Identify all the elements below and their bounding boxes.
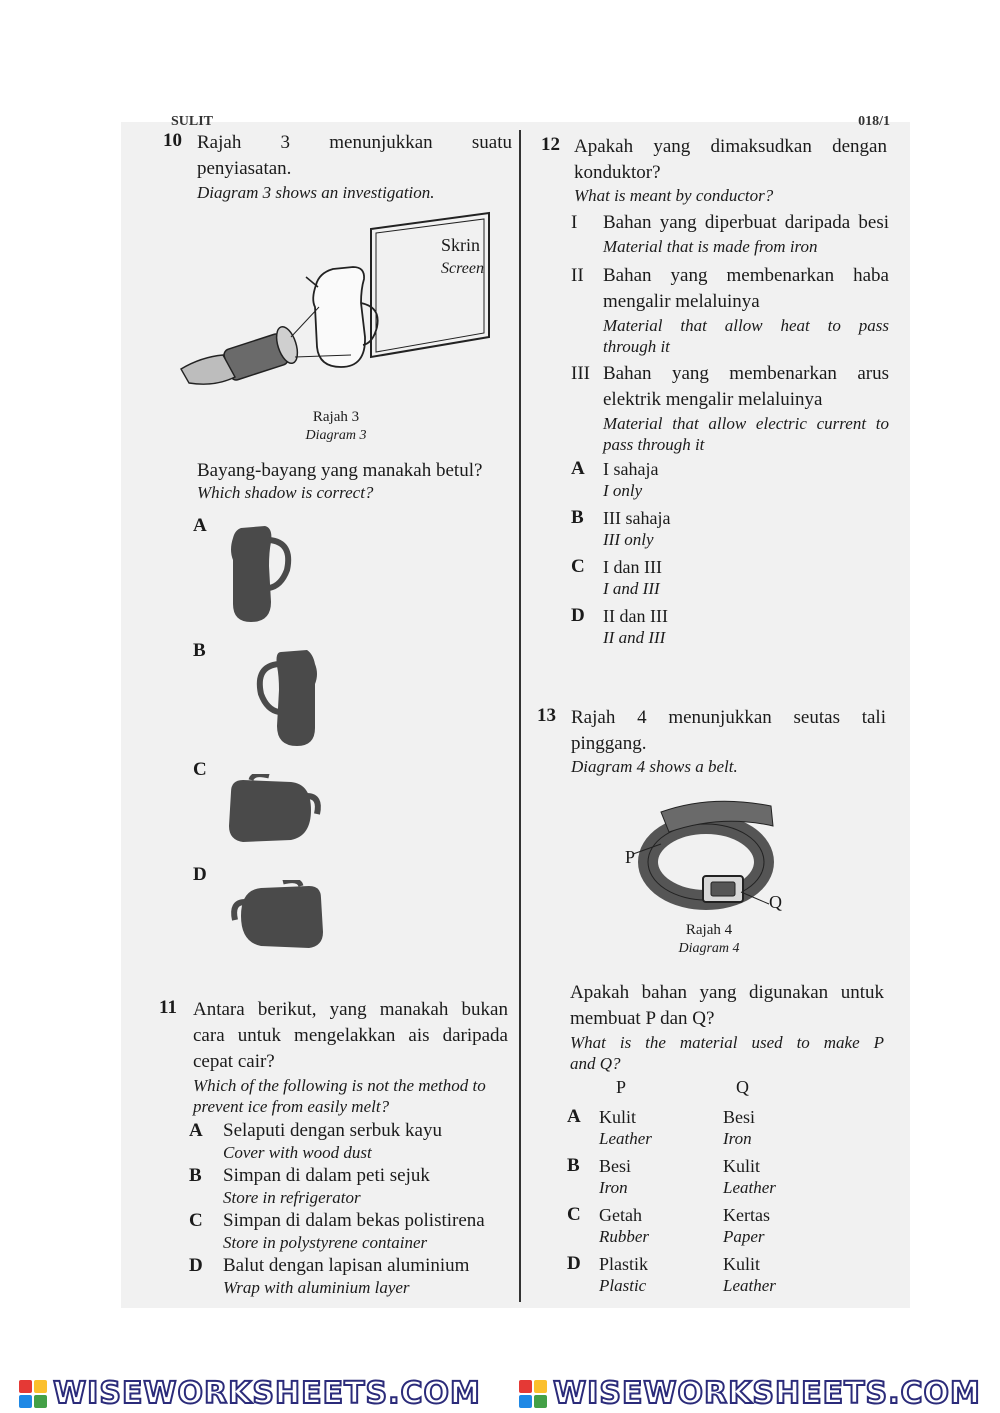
- option-text-ms: Simpan di dalam peti sejuk: [223, 1165, 430, 1186]
- option-p-ms: Besi: [599, 1156, 632, 1176]
- brand-name: WISEWORKSHEETS.COM: [53, 1376, 481, 1411]
- option-letter: C: [567, 1204, 581, 1225]
- option-a-label[interactable]: A: [193, 515, 207, 536]
- brand-logo-icon: [19, 1380, 47, 1408]
- option-letter: B: [571, 507, 584, 528]
- statement-text-ms-2: mengalir melaluinya: [603, 291, 760, 312]
- option-b-label[interactable]: B: [193, 640, 206, 661]
- option-text-en: Store in polystyrene container: [223, 1233, 428, 1252]
- option-b[interactable]: [567, 1155, 867, 1204]
- option-letter: D: [567, 1253, 581, 1274]
- shadow-option-c[interactable]: [221, 774, 331, 854]
- statement-text-ms-2: elektrik mengalir melaluinya: [603, 389, 823, 410]
- worksheet-page: [121, 114, 910, 1308]
- option-letter: B: [189, 1165, 202, 1186]
- option-q-ms: Kertas: [723, 1205, 770, 1225]
- question-13-ask-ms-2: membuat P dan Q?: [570, 1008, 715, 1029]
- statement-text-en-2: pass through it: [603, 435, 705, 454]
- column-header-q: Q: [736, 1077, 749, 1097]
- statement-numeral: I: [571, 212, 578, 233]
- option-text-en: III only: [603, 530, 654, 549]
- option-q-en: Iron: [723, 1129, 752, 1148]
- question-stem-en-1: Which of the following is not the method to: [193, 1076, 486, 1095]
- option-d[interactable]: [189, 1255, 509, 1300]
- question-number: 10: [163, 130, 182, 151]
- option-b[interactable]: [189, 1165, 509, 1210]
- option-b[interactable]: [571, 507, 771, 556]
- word: Rajah: [197, 132, 242, 153]
- option-a[interactable]: [567, 1106, 867, 1155]
- question-stem-ms-1: Rajah 4 menunjukkan seutas tali: [571, 707, 886, 728]
- brand-link[interactable]: [519, 1376, 981, 1411]
- question-stem-ms-2: pinggang.: [571, 733, 647, 754]
- option-letter: D: [189, 1255, 203, 1276]
- option-letter: A: [567, 1106, 581, 1127]
- option-text-ms: I sahaja: [603, 459, 659, 479]
- option-text-en: Wrap with aluminium layer: [223, 1278, 410, 1297]
- word: 3: [280, 132, 291, 153]
- statement-text-ms: Bahan yang membenarkan haba: [603, 265, 889, 286]
- question-stem-en-2: prevent ice from easily melt?: [193, 1097, 390, 1116]
- option-q-ms: Kulit: [723, 1254, 761, 1274]
- question-10-ask-ms: Bayang-bayang yang manakah betul?: [197, 460, 483, 481]
- question-number: 12: [541, 134, 560, 155]
- option-letter: C: [571, 556, 585, 577]
- option-text-ms: Simpan di dalam bekas polistirena: [223, 1210, 485, 1231]
- option-q-en: Leather: [723, 1178, 776, 1197]
- question-stem-ms-2: cara untuk mengelakkan ais daripada: [193, 1025, 508, 1046]
- question-stem-en: Diagram 4 shows a belt.: [571, 757, 738, 776]
- option-p-en: Plastic: [599, 1276, 647, 1295]
- screen-label-en: Screen: [441, 260, 484, 277]
- option-d[interactable]: [567, 1253, 867, 1302]
- column-divider: [519, 130, 521, 1302]
- option-a[interactable]: [571, 458, 771, 507]
- shadow-option-a[interactable]: [221, 520, 331, 630]
- word: menunjukkan: [329, 132, 433, 153]
- screen-label-ms: Skrin: [441, 235, 481, 255]
- belt-icon: [648, 801, 773, 902]
- page-header-left: SULIT: [171, 114, 214, 129]
- shadow-option-b[interactable]: [221, 644, 331, 754]
- page-header-right: 018/1: [858, 114, 890, 129]
- option-text-en: Store in refrigerator: [223, 1188, 361, 1207]
- option-p-ms: Plastik: [599, 1254, 649, 1274]
- brand-logo-icon: [519, 1380, 547, 1408]
- statement-text-en: Material that is made from iron: [603, 237, 818, 256]
- question-number: 11: [159, 997, 177, 1018]
- statement-text-en-2: through it: [603, 337, 670, 356]
- option-text-ms: Selaputi dengan serbuk kayu: [223, 1120, 442, 1141]
- option-p-en: Iron: [599, 1178, 628, 1197]
- jug-icon: [306, 267, 378, 367]
- option-p-en: Leather: [599, 1129, 652, 1148]
- diagram-3-caption-ms: Rajah 3: [312, 409, 360, 425]
- label-q: Q: [769, 892, 782, 912]
- option-text-ms: III sahaja: [603, 508, 671, 528]
- word: suatu: [471, 132, 512, 153]
- question-11-options: [189, 1120, 509, 1300]
- statement-numeral: II: [571, 265, 584, 286]
- statement-i: [571, 210, 891, 257]
- statement-text-en: Material that allow electric current to: [603, 414, 889, 433]
- statement-list: [571, 210, 891, 455]
- option-q-en: Leather: [723, 1276, 776, 1295]
- option-d-label[interactable]: D: [193, 864, 207, 885]
- option-text-ms: Balut dengan lapisan aluminium: [223, 1255, 470, 1276]
- statement-text-ms: Bahan yang membenarkan arus: [603, 363, 889, 384]
- option-q-ms: Kulit: [723, 1156, 761, 1176]
- option-q-ms: Besi: [723, 1107, 756, 1127]
- option-letter: A: [571, 458, 585, 479]
- option-text-en: I only: [603, 481, 643, 500]
- question-stem-ms-2: konduktor?: [574, 162, 661, 183]
- option-letter: B: [567, 1155, 580, 1176]
- diagram-4-caption-ms: Rajah 4: [685, 922, 733, 938]
- diagram-4-caption-en: Diagram 4: [678, 941, 740, 956]
- diagram-4-belt: [621, 792, 811, 912]
- option-c-label[interactable]: C: [193, 759, 207, 780]
- option-text-ms: II dan III: [603, 606, 668, 626]
- diagram-3-caption-en: Diagram 3: [305, 428, 367, 443]
- option-letter: C: [189, 1210, 203, 1231]
- question-10-ask-en: Which shadow is correct?: [197, 483, 374, 502]
- option-c[interactable]: [189, 1210, 509, 1255]
- question-stem-ms: [197, 130, 512, 156]
- statement-numeral: III: [571, 363, 590, 384]
- option-c[interactable]: [567, 1204, 867, 1253]
- statement-text-en: Material that allow heat to pass: [603, 316, 889, 335]
- question-stem-ms-1: Antara berikut, yang manakah bukan: [193, 999, 508, 1020]
- option-text-en: I and III: [603, 579, 660, 598]
- question-stem-ms-1: Apakah yang dimaksudkan dengan: [574, 136, 887, 157]
- brand-name: WISEWORKSHEETS.COM: [553, 1376, 981, 1411]
- question-stem-en: What is meant by conductor?: [574, 186, 774, 205]
- option-a[interactable]: [189, 1120, 509, 1165]
- question-13-ask-en-1: What is the material used to make P: [570, 1033, 884, 1052]
- brand-link[interactable]: [19, 1376, 481, 1411]
- label-p: P: [625, 847, 636, 867]
- option-letter: A: [189, 1120, 203, 1141]
- statement-ii: [571, 263, 891, 357]
- question-13-ask-ms-1: Apakah bahan yang digunakan untuk: [570, 982, 884, 1003]
- option-p-ms: Getah: [599, 1205, 642, 1225]
- option-d[interactable]: [571, 605, 771, 654]
- question-stem-ms-3: cepat cair?: [193, 1051, 275, 1072]
- option-p-ms: Kulit: [599, 1107, 637, 1127]
- question-stem-ms-2: penyiasatan.: [197, 158, 292, 179]
- option-p-en: Rubber: [599, 1227, 650, 1246]
- option-letter: D: [571, 605, 585, 626]
- question-13-options: [567, 1106, 867, 1302]
- statement-iii: [571, 361, 891, 455]
- question-stem-en: Diagram 3 shows an investigation.: [197, 183, 435, 202]
- question-13-ask-en-2: and Q?: [570, 1054, 621, 1073]
- shadow-option-d[interactable]: [221, 880, 331, 960]
- option-text-ms: I dan III: [603, 557, 662, 577]
- option-c[interactable]: [571, 556, 771, 605]
- option-text-en: Cover with wood dust: [223, 1143, 372, 1162]
- option-text-en: II and III: [603, 628, 666, 647]
- column-header-p: P: [616, 1077, 627, 1097]
- question-12-options: [571, 458, 771, 654]
- question-number: 13: [537, 705, 556, 726]
- option-q-en: Paper: [723, 1227, 765, 1246]
- footer-branding: [0, 1374, 1000, 1413]
- statement-text-ms: Bahan yang diperbuat daripada besi: [603, 212, 889, 233]
